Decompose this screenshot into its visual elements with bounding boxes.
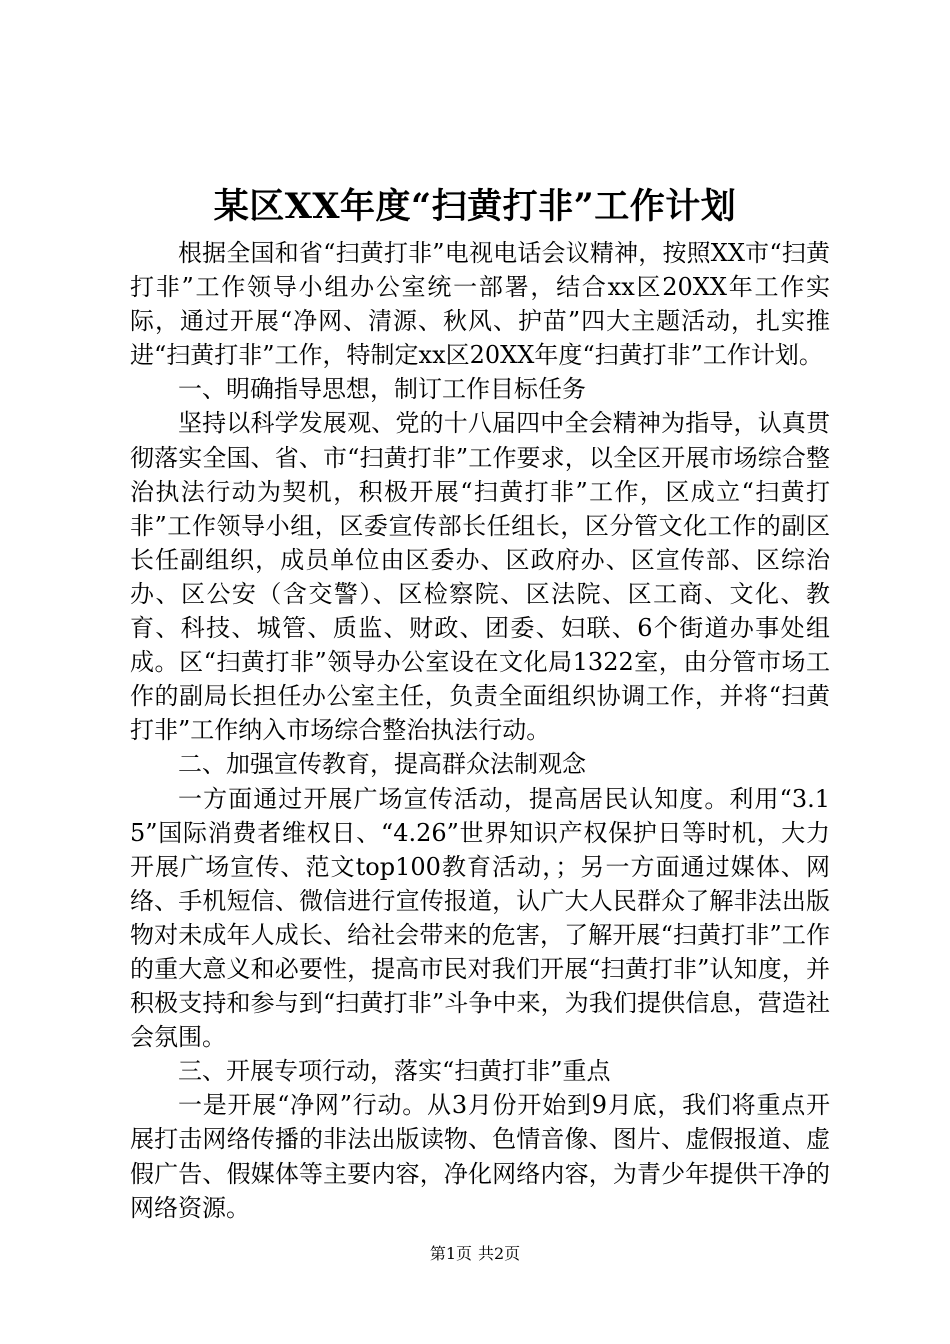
section-heading-2: 二、加强宣传教育，提高群众法制观念 <box>178 750 586 779</box>
page-footer <box>0 1243 950 1265</box>
intro-paragraph: 根据全国和省“扫黄打非”电视电话会议精神，按照XX市“扫黄打非”工作领导小组办公室统一部署，结合xx区20XX年工作实际，通过开展“净网、清源、秋风、护苗”四大主题活动，扎实推进“扫黄打非”工作，特制定xx区20XX年度“扫黄打非”工作计划。 <box>130 239 830 370</box>
page-total: 共2页 <box>478 1244 521 1263</box>
section-3-paragraph: 一是开展“净网”行动。从3月份开始到9月底，我们将重点开展打击网络传播的非法出版读物、色情音像、图片、虚假报道、虚假广告、假媒体等主要内容，净化网络内容，为青少年提供干净的网络资源。 <box>130 1091 830 1222</box>
section-1-paragraph: 坚持以科学发展观、党的十八届四中全会精神为指导，认真贯彻落实全国、省、市“扫黄打非”工作要求，以全区开展市场综合整治执法行动为契机，积极开展“扫黄打非”工作，区成立“扫黄打非”工作领导小组，区委宣传部长任组长，区分管文化工作的副区长任副组织，成员单位由区委办、区政府办、区宣传部、区综治办、区公安（含交警）、区检察院、区法院、区工商、文化、教育、科技、城管、质监、财政、团委、妇联、6个街道办事处组成。区“扫黄打非”领导办公室设在文化局1322室，由分管市场工作的副局长担任办公室主任，负责全面组织协调工作，并将“扫黄打非”工作纳入市场综合整治执法行动。 <box>130 409 830 745</box>
section-heading-3: 三、开展专项行动，落实“扫黄打非”重点 <box>178 1057 611 1086</box>
page-number: 第1页 <box>429 1244 472 1263</box>
document-body <box>130 236 830 1225</box>
document-title: 某区XX年度“扫黄打非”工作计划 <box>213 186 737 227</box>
section-2-paragraph: 一方面通过开展广场宣传活动，提高居民认知度。利用“3.15”国际消费者维权日、“4.26”世界知识产权保护日等时机，大力开展广场宣传、范文top100教育活动，；另一方面通过媒体、网络、手机短信、微信进行宣传报道，认广大人民群众了解非法出版物对未成年人成长、给社会带来的危害，了解开展“扫黄打非”工作的重大意义和必要性，提高市民对我们开展“扫黄打非”认知度，并积极支持和参与到“扫黄打非”斗争中来，为我们提供信息，营造社会氛围。 <box>130 784 830 1052</box>
section-heading-1: 一、明确指导思想，制订工作目标任务 <box>178 375 586 404</box>
